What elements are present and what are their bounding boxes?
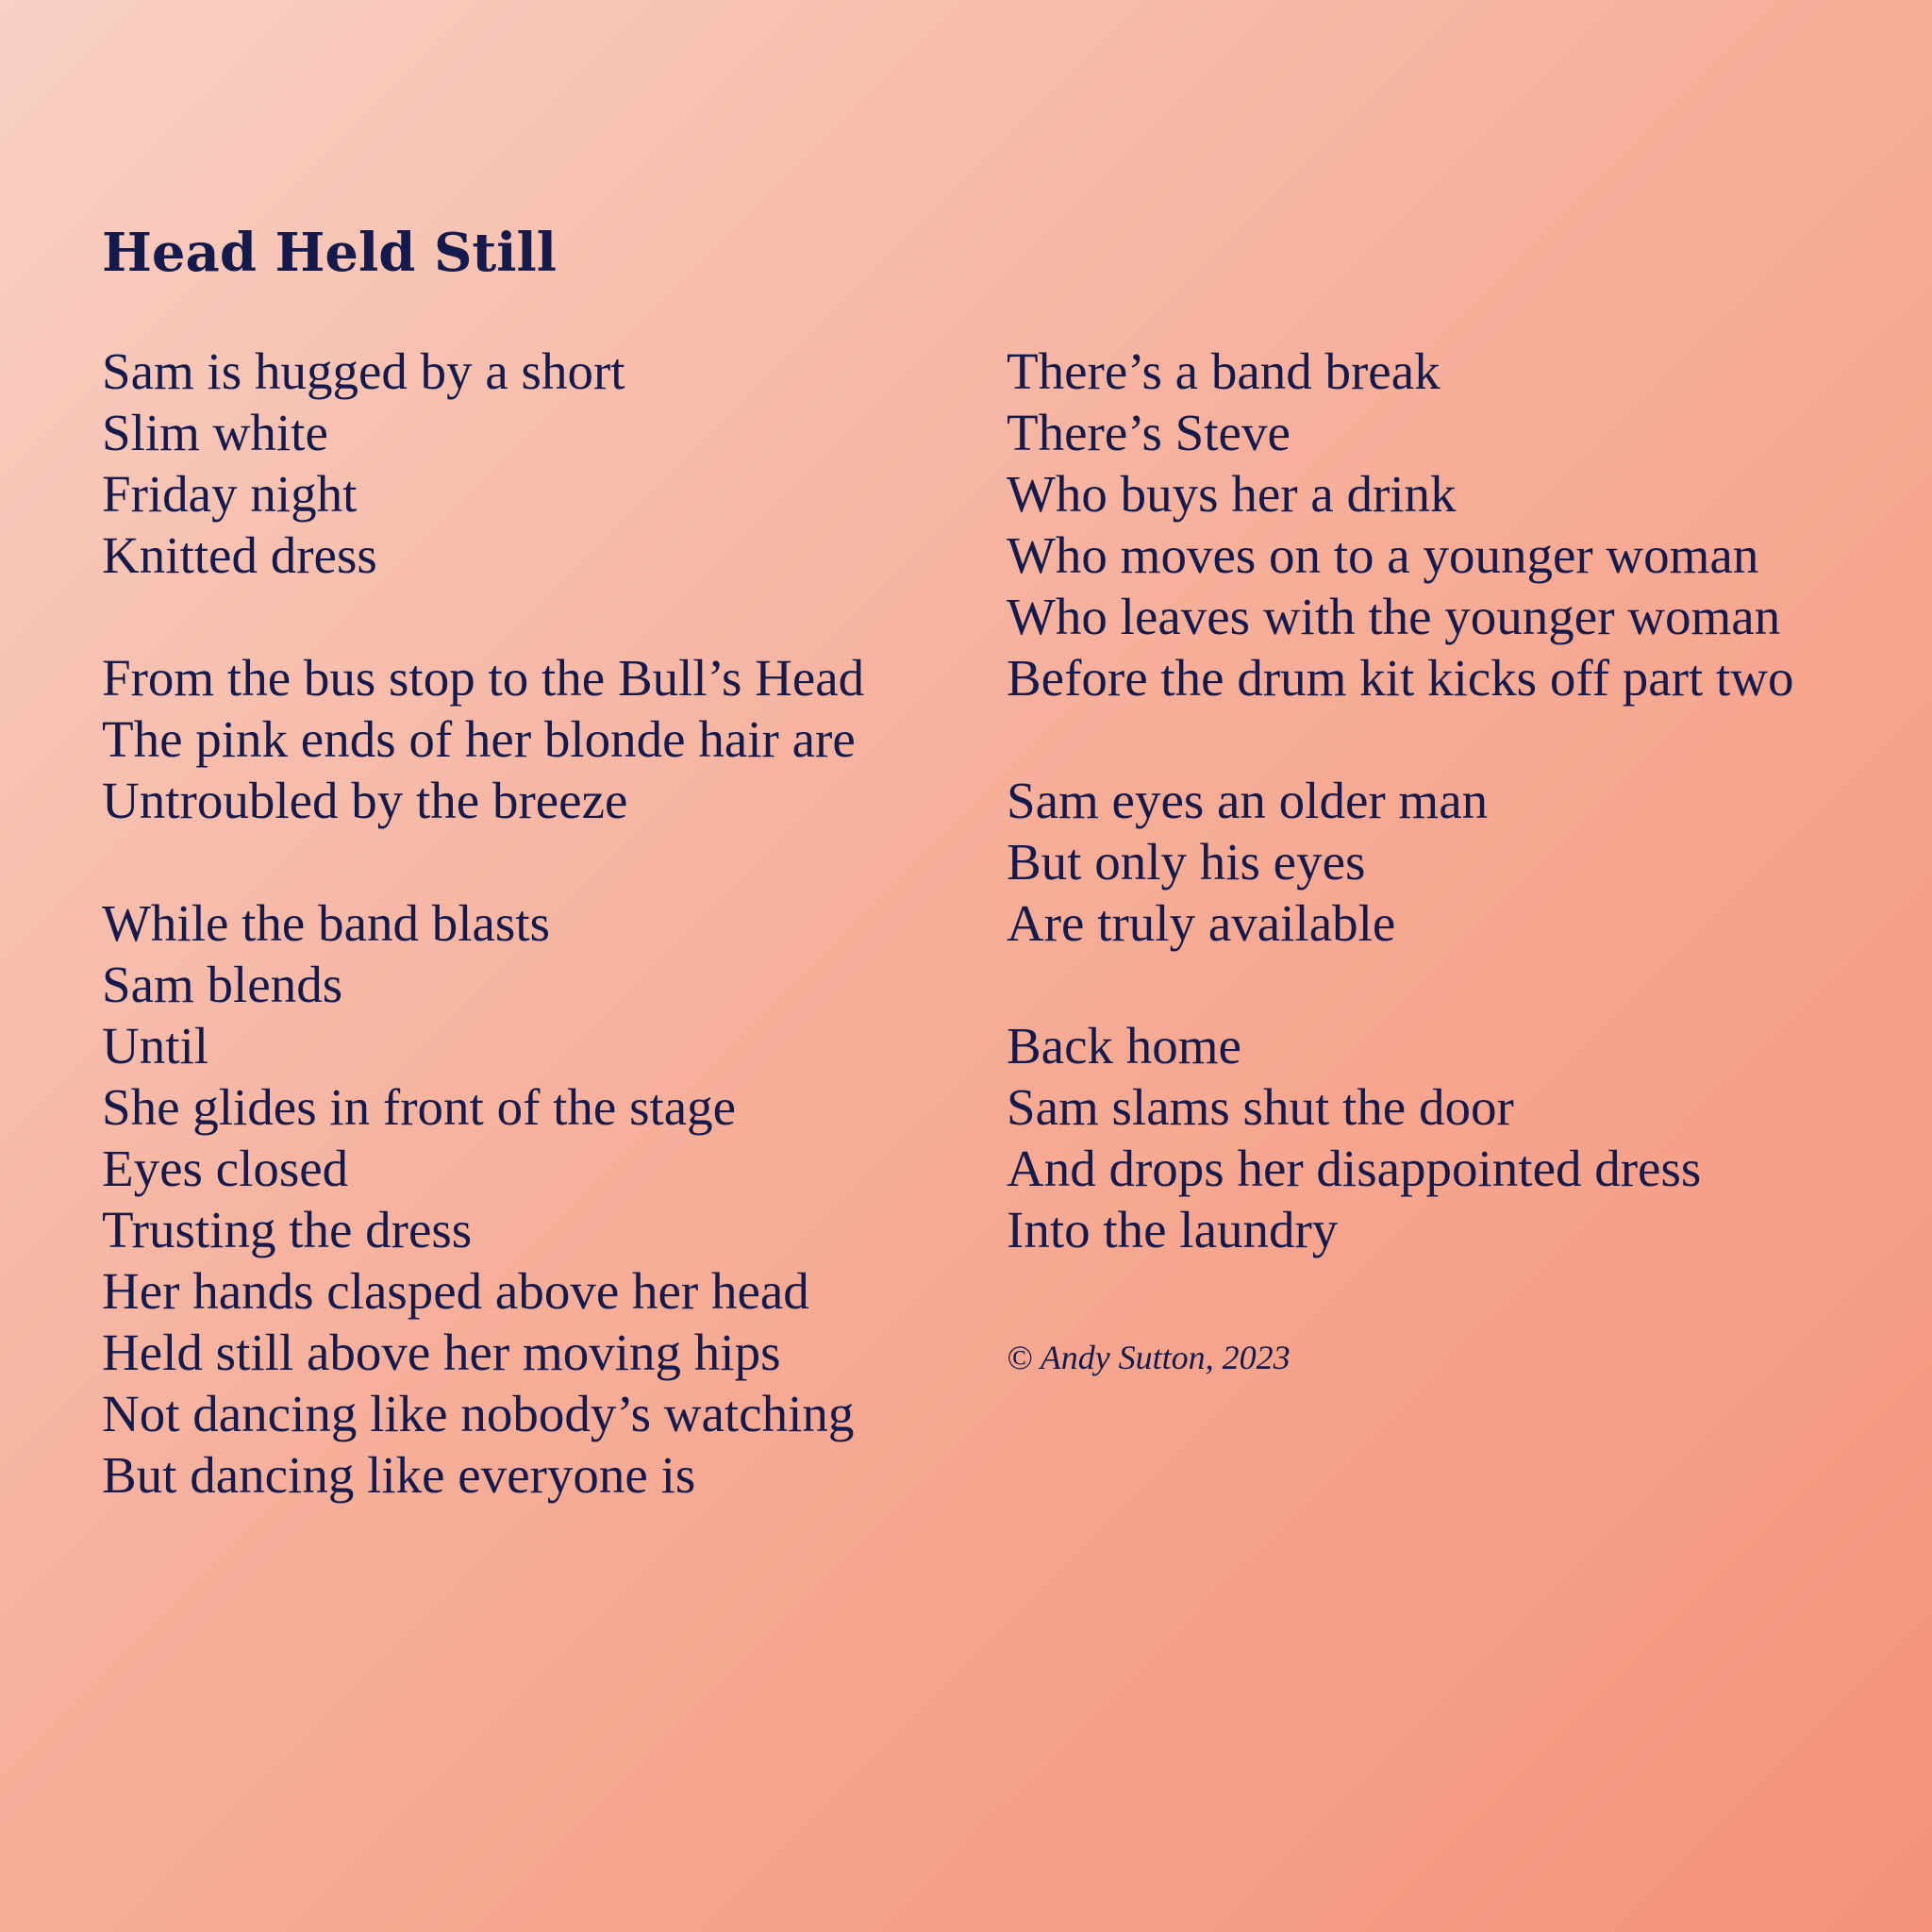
poem-line: Sam eyes an older man xyxy=(1007,772,1489,829)
poem-line: Who buys her a drink xyxy=(1007,465,1457,523)
poem-line: There’s Steve xyxy=(1007,404,1291,461)
stanza xyxy=(1007,341,1793,708)
poem-line: The pink ends of her blonde hair are xyxy=(102,710,856,768)
poem-line: Sam blends xyxy=(102,956,343,1013)
stanza xyxy=(1007,770,1793,954)
poem-line: Slim white xyxy=(102,404,328,461)
stanza xyxy=(102,892,864,1506)
right-column xyxy=(1007,341,1793,1378)
poem-line: From the bus stop to the Bull’s Head xyxy=(102,649,865,707)
poem-line: Back home xyxy=(1007,1017,1241,1074)
poem-line: Sam slams shut the door xyxy=(1007,1078,1514,1136)
poem-line: Until xyxy=(102,1017,209,1074)
poem-line: Into the laundry xyxy=(1007,1201,1339,1258)
poem-line: While the band blasts xyxy=(102,894,551,952)
poem-line: Sam is hugged by a short xyxy=(102,342,625,400)
poem-line: Who moves on to a younger woman xyxy=(1007,526,1759,584)
poem-title: Head Held Still xyxy=(102,222,558,284)
poem-line: Who leaves with the younger woman xyxy=(1007,588,1781,645)
poem-line: Trusting the dress xyxy=(102,1201,473,1258)
stanza xyxy=(102,647,864,831)
stanza xyxy=(1007,1015,1793,1260)
poem-line: Friday night xyxy=(102,465,358,523)
poem-line: Her hands clasped above her head xyxy=(102,1262,809,1320)
poem-line: There’s a band break xyxy=(1007,342,1441,400)
left-column xyxy=(102,341,864,1567)
poem-line: Before the drum kit kicks off part two xyxy=(1007,649,1794,707)
poem-line: Held still above her moving hips xyxy=(102,1324,781,1381)
copyright-notice: © Andy Sutton, 2023 xyxy=(1007,1339,1291,1376)
poem-line: Untroubled by the breeze xyxy=(102,772,628,829)
poem-line: And drops her disappointed dress xyxy=(1007,1140,1702,1197)
stanza xyxy=(102,341,864,586)
poem-line: Eyes closed xyxy=(102,1140,349,1197)
poem-line: Knitted dress xyxy=(102,526,377,584)
poem-line: But dancing like everyone is xyxy=(102,1446,696,1504)
poem-line: She glides in front of the stage xyxy=(102,1078,737,1136)
poem-line: Are truly available xyxy=(1007,894,1396,952)
poem-line: But only his eyes xyxy=(1007,833,1366,891)
poem-line: Not dancing like nobody’s watching xyxy=(102,1385,855,1442)
